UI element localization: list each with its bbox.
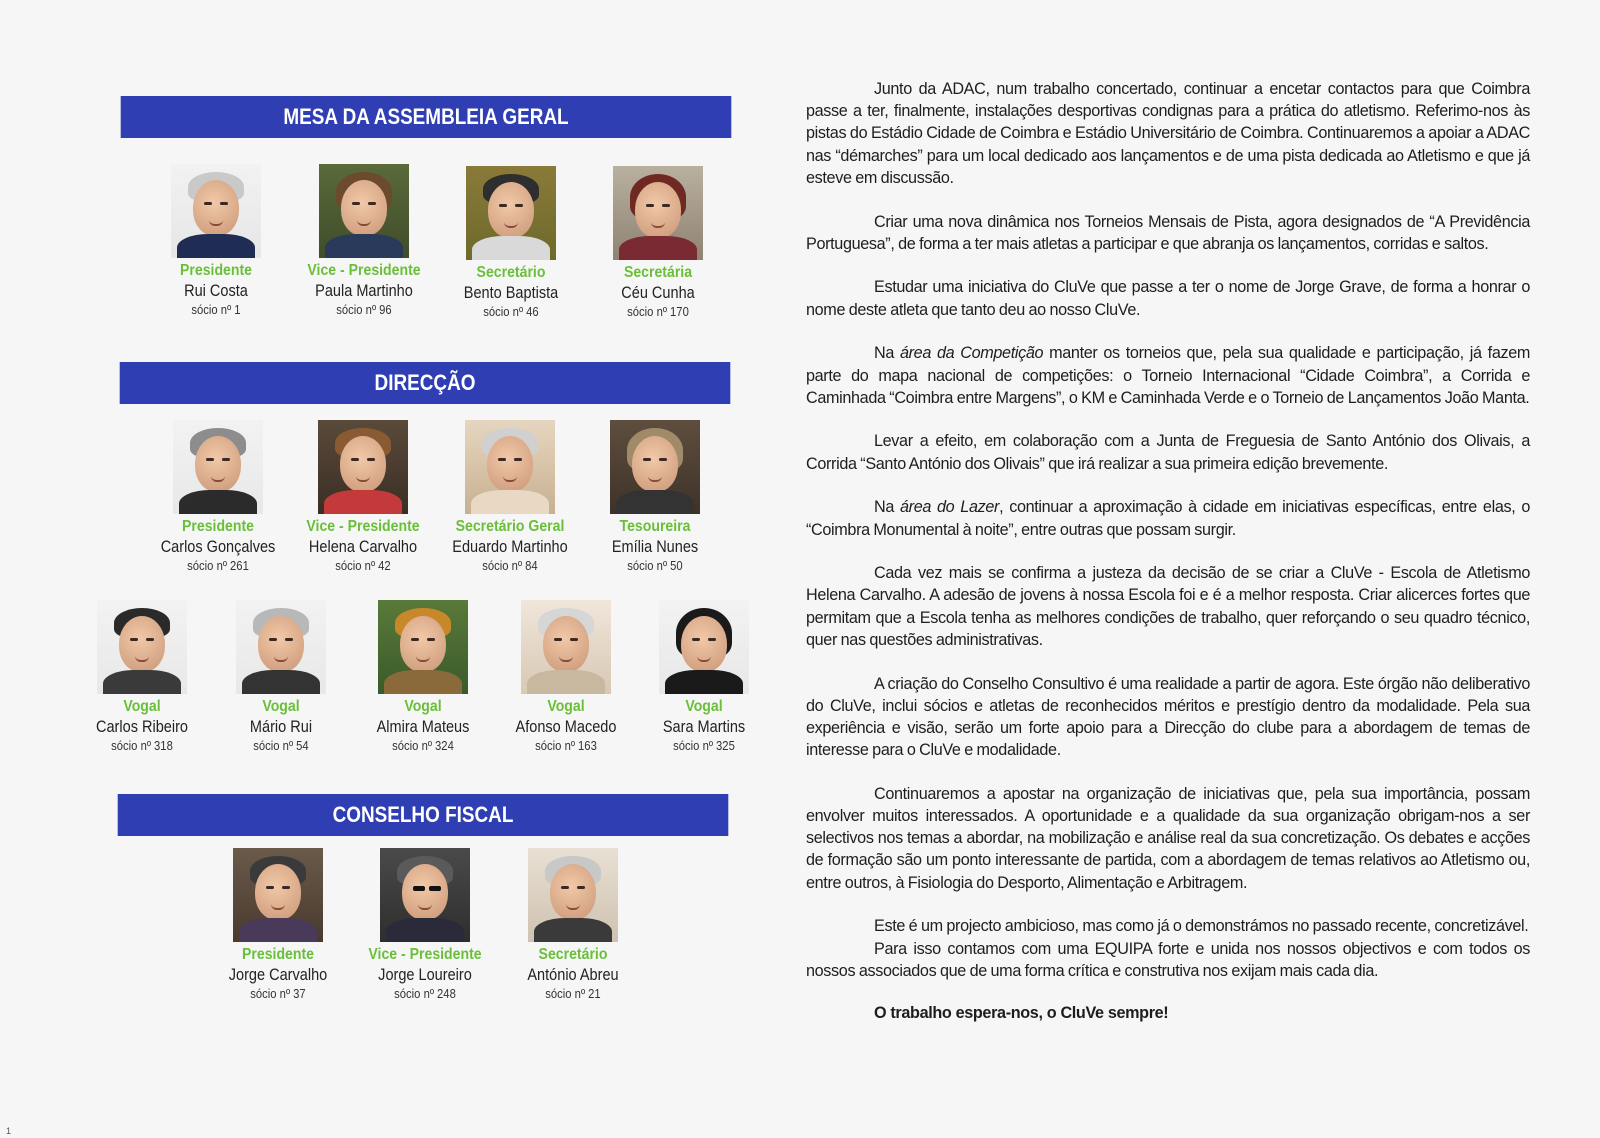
member-card [441, 166, 581, 319]
member-number: sócio nº 84 [482, 559, 538, 573]
member-number: sócio nº 50 [627, 559, 683, 573]
member-photo [521, 600, 611, 694]
section-banner-direccao: DIRECÇÃO [120, 362, 731, 404]
member-name: Helena Carvalho [308, 538, 418, 556]
member-photo [466, 166, 556, 260]
member-card [440, 420, 580, 573]
member-number: sócio nº 248 [394, 987, 456, 1001]
member-role: Vice - Presidente [306, 518, 420, 535]
member-number: sócio nº 318 [111, 739, 173, 753]
member-name: Carlos Gonçalves [160, 538, 276, 556]
member-role: Presidente [242, 946, 314, 963]
member-card [585, 420, 725, 573]
member-card [211, 600, 351, 753]
paragraph-torneios: Criar uma nova dinâmica nos Torneios Mensais de Pista, agora designados de “A Previdência Portuguesa”, de forma a ter mais atletas a participar e que abranja os lançamentos, corridas e saltos. [806, 212, 1530, 253]
paragraph-iniciativas: Continuaremos a apostar na organização de iniciativas que, pela sua importância, possam envolver muitos interessados. A oportunidade e a qualidade da sua organização obrigam-nos a ser selectivos nos temas a abordar, na mobilização e análise real da sua concretização. Os debates e acções de formação são um ponto interessante de partida, com a abordagem de temas relativos ao Atletismo ou, entre outros, à Fisiologia do Desporto, Alimentação e Arbitragem. [806, 784, 1530, 892]
member-card [208, 848, 348, 1001]
paragraph-adac: Junto da ADAC, num trabalho concertado, continuar a encetar contactos para que Coimbra passe a ter, finalmente, instalações desportivas condignas para a prática do atletismo. Referimo-nos às pistas do Estádio Cidade de Coimbra e Estádio Universitário de Coimbra. Continuaremos a apoiar a ADAC nas “démarches” para um local dedicado aos lançamentos e de uma pista dedicada ao Atletismo e que já esteve em discussão. [806, 80, 1530, 187]
member-number: sócio nº 46 [483, 305, 539, 319]
section-banner-assembleia: MESA DA ASSEMBLEIA GERAL [121, 96, 732, 138]
member-name: Jorge Carvalho [228, 966, 328, 984]
member-photo [378, 600, 468, 694]
member-number: sócio nº 170 [627, 305, 689, 319]
member-role: Presidente [180, 262, 252, 279]
member-photo [528, 848, 618, 942]
member-name: Almira Mateus [376, 718, 470, 736]
member-name: Eduardo Martinho [452, 538, 568, 556]
paragraph-equipa: Para isso contamos com uma EQUIPA forte e unida nos nossos objectivos e com todos os nossos associados que de uma forma crítica e construtiva nos exijam mais cada dia. [806, 939, 1530, 980]
member-card [72, 600, 212, 753]
member-number: sócio nº 261 [187, 559, 249, 573]
member-number: sócio nº 324 [392, 739, 454, 753]
member-card [146, 164, 286, 317]
member-card [294, 164, 434, 317]
section-banner-fiscal: CONSELHO FISCAL [118, 794, 729, 836]
emphasis-competicao: área da Competição [899, 344, 1044, 363]
member-role: Vice - Presidente [368, 946, 482, 963]
member-card [293, 420, 433, 573]
member-role: Secretária [623, 264, 693, 281]
member-role: Presidente [182, 518, 254, 535]
member-photo [233, 848, 323, 942]
paragraph-projecto: Este é um projecto ambicioso, mas como já o demonstrámos no passado recente, concretizável. [874, 917, 1529, 936]
member-card [588, 166, 728, 319]
member-role: Vogal [685, 698, 723, 715]
member-number: sócio nº 96 [336, 303, 392, 317]
member-number: sócio nº 325 [673, 739, 735, 753]
member-card [503, 848, 643, 1001]
member-role: Vogal [262, 698, 300, 715]
member-name: António Abreu [527, 966, 619, 984]
member-photo [610, 420, 700, 514]
member-role: Vogal [547, 698, 585, 715]
member-photo [171, 164, 261, 258]
member-name: Bento Baptista [463, 284, 559, 302]
member-name: Sara Martins [662, 718, 746, 736]
member-card [355, 848, 495, 1001]
member-role: Vogal [123, 698, 161, 715]
left-column [0, 0, 790, 1138]
member-photo [318, 420, 408, 514]
paragraph-escola: Cada vez mais se confirma a justeza da decisão de se criar a CluVe - Escola de Atletismo Helena Carvalho. A adesão de jovens à nossa Escola foi e é a melhor resposta. Criar alicerces fortes que permitam que a Escola tenha as melhores condições de trabalho, quer reforçando o seu quadro técnico, quer nas questões administrativas. [806, 564, 1530, 649]
member-card [634, 600, 774, 753]
member-role: Vogal [404, 698, 442, 715]
paragraph-jorge-grave: Estudar uma iniciativa do CluVe que passe a ter o nome de Jorge Grave, de forma a honrar o nome deste atleta que tanto deu ao nosso CluVe. [806, 278, 1530, 319]
closing-slogan: O trabalho espera-nos, o CluVe sempre! [874, 1004, 1169, 1022]
member-name: Emília Nunes [611, 538, 699, 556]
member-card [353, 600, 493, 753]
member-role: Vice - Presidente [307, 262, 421, 279]
member-role: Secretário Geral [455, 518, 565, 535]
member-role: Secretário [538, 946, 608, 963]
member-photo [659, 600, 749, 694]
member-photo [465, 420, 555, 514]
member-number: sócio nº 1 [191, 303, 241, 317]
paragraph-lazer: Na área do Lazer, continuar a aproximação à cidade em iniciativas específicas, entre elas, o “Coimbra Monumental à noite”, entre outras que possam surgir. [806, 498, 1531, 539]
member-photo [319, 164, 409, 258]
member-card [148, 420, 288, 573]
member-number: sócio nº 54 [253, 739, 309, 753]
member-card [496, 600, 636, 753]
member-photo [236, 600, 326, 694]
member-photo [380, 848, 470, 942]
member-number: sócio nº 37 [250, 987, 306, 1001]
paragraph-santo-antonio: Levar a efeito, em colaboração com a Junta de Freguesia de Santo António dos Olivais, a Corrida “Santo António dos Olivais” que irá realizar a sua primeira edição brevemente. [806, 432, 1530, 473]
member-name: Jorge Loureiro [378, 966, 472, 984]
member-name: Céu Cunha [621, 284, 695, 302]
member-photo [97, 600, 187, 694]
member-name: Rui Costa [184, 282, 248, 300]
member-role: Tesoureira [619, 518, 691, 535]
member-role: Secretário [476, 264, 546, 281]
right-column [806, 78, 1530, 1039]
emphasis-lazer: área do Lazer [900, 498, 1000, 517]
member-name: Afonso Macedo [515, 718, 617, 736]
member-photo [613, 166, 703, 260]
member-photo [173, 420, 263, 514]
member-name: Paula Martinho [315, 282, 413, 300]
member-number: sócio nº 21 [545, 987, 601, 1001]
page-mark: 1 [6, 1126, 12, 1136]
paragraph-conselho-consultivo: A criação do Conselho Consultivo é uma realidade a partir de agora. Este órgão não deliberativo do CluVe, inclui sócios e atletas de reconhecidos méritos e prestígio dentro da modalidade. Pela sua experiência e visão, serão um forte apoio para a Direcção do clube para a abordagem de temas de interesse para o CluVe e modalidade. [806, 674, 1530, 760]
member-number: sócio nº 163 [535, 739, 597, 753]
member-name: Mário Rui [249, 718, 313, 736]
member-name: Carlos Ribeiro [95, 718, 188, 736]
member-number: sócio nº 42 [335, 559, 391, 573]
paragraph-competicao: Na área da Competição manter os torneios que, pela sua qualidade e participação, já fazem parte do mapa nacional de competições: o Torneio Internacional “Cidade Coimbra”, a Corrida e Caminhada “Coimbra entre Margens”, o KM e Caminhada Verde e o Torneio de Lançamentos João Manta. [806, 344, 1530, 407]
